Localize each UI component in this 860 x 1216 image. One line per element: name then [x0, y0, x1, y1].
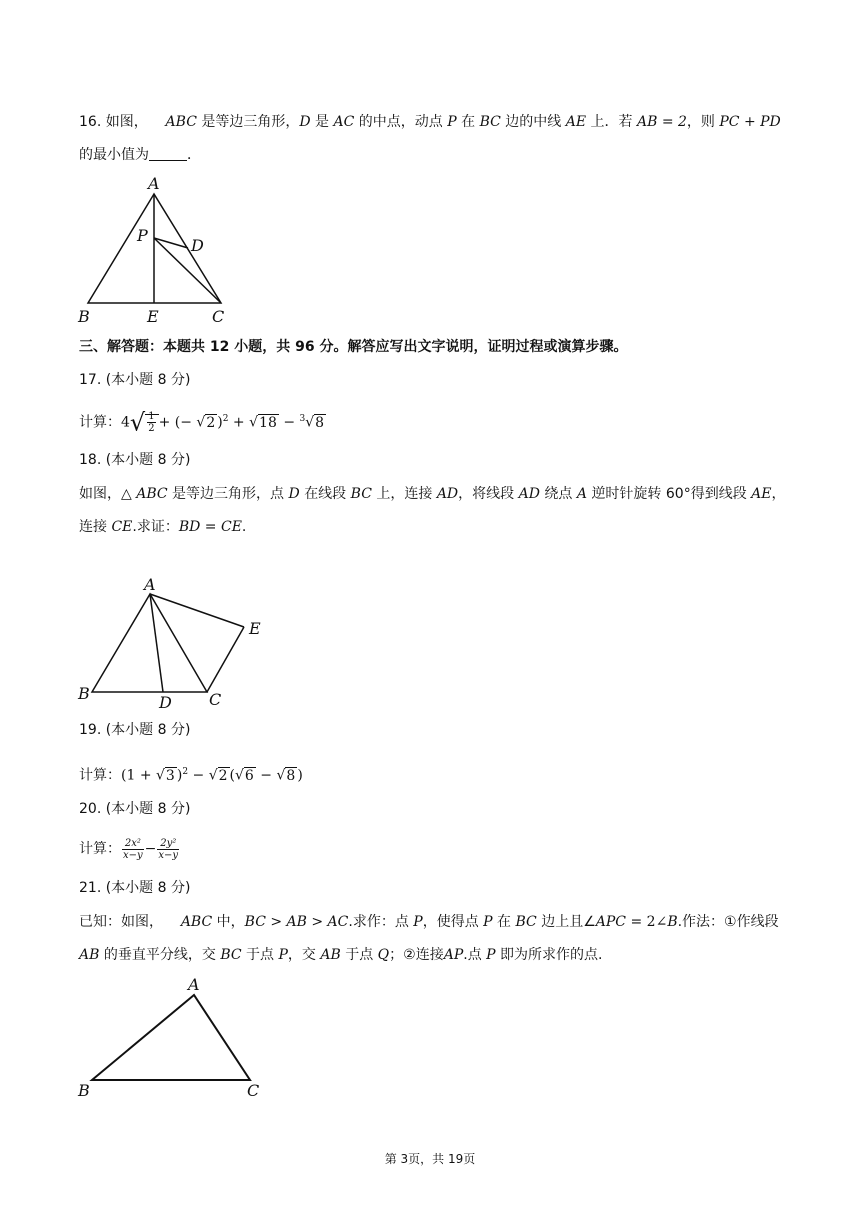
q17-head: 17. (本小题 8 分)	[79, 372, 191, 388]
label-b: B	[78, 307, 90, 326]
label-a: A	[148, 174, 160, 193]
q21-line2: AB 的垂直平分线，交 BC 于点 P，交 AB 于点 Q；②连接AP.点 P 即为所求作的点.	[79, 947, 603, 963]
q18-line2: 连接 CE.求证：BD = CE.	[79, 519, 247, 535]
label-d: D	[159, 693, 172, 712]
q19-head: 19. (本小题 8 分)	[79, 722, 191, 738]
answer-blank	[149, 146, 187, 161]
q21-line1: 已知：如图， ABC 中，BC > AB > AC.求作：点 P，使得点 P 在 BC 边上且∠APC = 2∠B.作法：①作线段	[79, 914, 779, 930]
label-e: E	[147, 307, 159, 326]
label-a: A	[144, 575, 156, 594]
section-heading: 三、解答题：本题共 12 小题，共 96 分。解答应写出文字说明，证明过程或演算步骤。	[79, 339, 628, 355]
q20-head: 20. (本小题 8 分)	[79, 801, 191, 817]
label-c: C	[247, 1081, 260, 1100]
label-a: A	[188, 975, 200, 994]
label-p: P	[137, 226, 148, 245]
label-d: D	[191, 236, 204, 255]
label-b: B	[78, 684, 90, 703]
q21-figure	[70, 972, 280, 1102]
label-c: C	[212, 307, 225, 326]
q21-head: 21. (本小题 8 分)	[79, 880, 191, 896]
q18-line1: 如图，△ ABC 是等边三角形，点 D 在线段 BC 上，连接 AD，将线段 AD 绕点 A 逆时针旋转 60°得到线段 AE，	[79, 486, 786, 502]
q20-expression: 计算： $\frac{\text{2x²}}{x-y}$ − $\frac{\text{2y²}}{x-y}$	[79, 837, 179, 861]
q16-line2: 的最小值为 ．	[79, 147, 201, 163]
page-footer: 第 3页，共 19页	[384, 1152, 476, 1166]
label-b: B	[78, 1081, 90, 1100]
label-e: E	[249, 619, 261, 638]
q17-expression: 计算：4√ $\frac{1}{2}$ + (− √2 )$^2$ + √18 − $^3$√8	[79, 408, 325, 437]
q19-expression: 计算：(1 + √3 )$^2$ − √2 (√6 − √8 )	[79, 767, 303, 784]
q18-figure	[72, 575, 272, 715]
label-c: C	[209, 690, 222, 709]
q16-line1: 16. 如图， ABC 是等边三角形，D 是 AC 的中点，动点 P 在 BC 边的中线 AE 上．若 AB = 2，则 PC + PD	[79, 114, 781, 130]
q18-head: 18. (本小题 8 分)	[79, 452, 191, 468]
q16-figure	[70, 170, 250, 330]
